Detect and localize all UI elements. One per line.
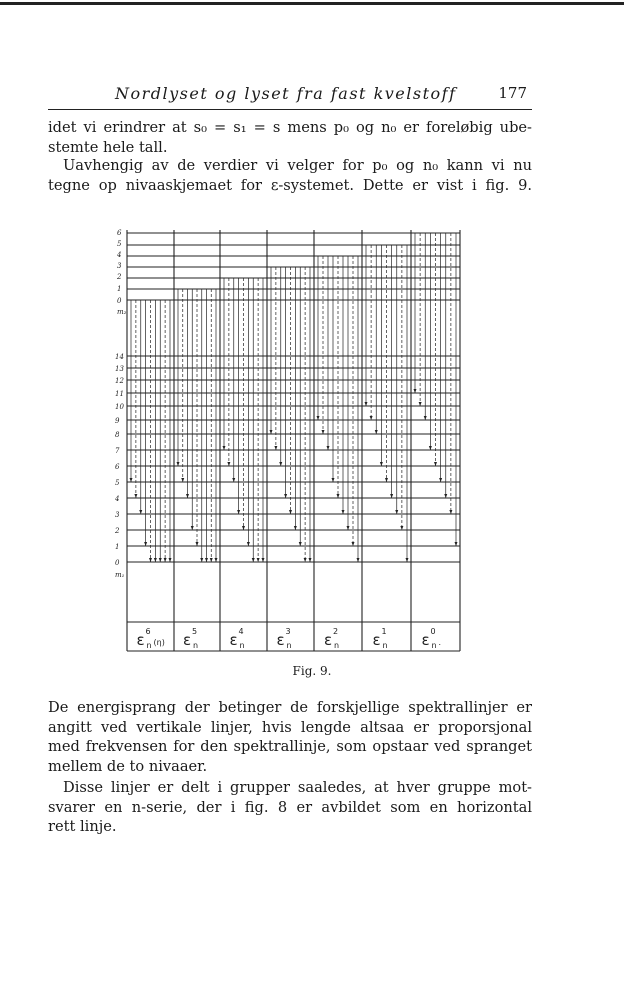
lower-level-label: m₁ [115,571,125,579]
page-number: 177 [498,84,527,102]
group-label: ε [229,631,238,649]
upper-level-label: 3 [117,262,122,270]
lower-level-label: 12 [115,377,124,385]
transition-arrow [227,462,230,466]
transition-arrow [317,416,320,420]
text-line: De energisprang der betinger de forskjellige spektrallinjer er [48,699,532,716]
group-label-sup: 0 [430,627,436,636]
lower-level-label: 14 [115,353,124,361]
transition-arrow [395,510,398,514]
transition-arrow [242,526,245,530]
transition-arrow [270,430,273,434]
group-label-sub: n [146,641,152,650]
transition-arrow [327,446,330,450]
transition-arrow [322,430,325,434]
paragraph-3 [48,698,532,776]
group-label-sub: n [382,641,388,650]
transition-arrow [196,542,199,546]
lower-level-label: 10 [115,403,124,411]
transition-arrow [424,416,427,420]
group-label-sub: n [431,641,437,650]
group-label-sup: 3 [285,627,291,636]
group-label-suffix: (η) [153,638,165,647]
transition-arrow [134,494,137,498]
transition-arrow [342,510,345,514]
transition-arrow [223,446,226,450]
group-label-sub: n [239,641,245,650]
transition-arrow [210,558,213,562]
transition-arrow [414,389,417,393]
transition-arrow [262,558,265,562]
lower-level-label: 5 [115,479,120,487]
group-label-sup: 6 [145,627,151,636]
transition-arrow [284,494,287,498]
transition-arrow [186,494,189,498]
lower-level-label: 1 [115,543,120,551]
transition-arrow [164,558,167,562]
transition-arrow [169,558,172,562]
lower-level-label: 7 [115,447,120,455]
text-line: Uavhengig av de verdier vi velger for p₀ og n₀ kann vi nu [63,157,532,174]
transition-arrow [352,542,355,546]
group-label-sub: n [334,641,340,650]
group-label-sub: n [193,641,199,650]
transition-arrow [309,558,312,562]
lower-level-label: 11 [115,390,124,398]
group-label: ε [421,631,430,649]
text-line: med frekvensen for den spektrallinje, som opstaar ved spranget [48,738,532,755]
header-title: Nordlyset og lyset fra fast kvelstoff [115,84,457,103]
transition-arrow [434,462,437,466]
group-label-suffix: . [438,638,442,647]
transition-arrow [347,526,350,530]
transition-arrow [279,462,282,466]
transition-arrow [237,510,240,514]
transition-arrow [130,478,133,482]
lower-level-label: 9 [115,417,120,425]
text-line: Disse linjer er delt i grupper saaledes, at hver gruppe mot- [63,779,532,796]
group-label: ε [324,631,333,649]
transition-arrow [357,558,360,562]
transition-arrow [274,446,277,450]
transition-arrow [455,542,458,546]
text-line: svarer en n-serie, der i fig. 8 er avbildet som en horizontal [48,798,532,816]
transition-arrow [332,478,335,482]
transition-arrow [375,430,378,434]
text-line: angitt ved vertikale linjer, hvis lengde altsaa er proporsjonal [48,718,532,736]
group-label: ε [276,631,285,649]
transition-arrow [200,558,203,562]
figure-caption: Fig. 9. [292,664,332,678]
transition-arrow [365,402,368,406]
transition-arrow [247,542,250,546]
upper-level-label: 1 [117,285,122,293]
transition-arrow [181,478,184,482]
lower-level-label: 8 [115,431,120,439]
transition-arrow [252,558,255,562]
text-line: idet vi erindrer at s₀ = s₁ = s mens p₀ og n₀ er foreløbig ube- [48,119,532,136]
lower-level-label: 6 [115,463,120,471]
transition-arrow [149,558,152,562]
lower-level-label: 13 [115,365,124,373]
transition-arrow [257,558,260,562]
group-label: ε [183,631,192,649]
transition-arrow [337,494,340,498]
transition-arrow [144,542,147,546]
transition-arrow [439,478,442,482]
transition-arrow [370,416,373,420]
transition-arrow [177,462,180,466]
group-label-sup: 5 [192,627,198,636]
transition-arrow [232,478,235,482]
transition-arrow [419,402,422,406]
transition-arrow [449,510,452,514]
paragraph-4 [48,778,532,837]
transition-arrow [406,558,409,562]
lower-level-label: 3 [115,511,120,519]
group-label: ε [136,631,145,649]
transition-arrow [380,462,383,466]
transition-arrow [444,494,447,498]
text-line: tegne op nivaaskjemaet for ε-systemet. Dette er vist i fig. 9. [48,176,532,194]
transition-arrow [159,558,162,562]
transition-arrow [429,446,432,450]
text-line: stemte hele tall. [48,138,168,156]
upper-level-label: 2 [117,273,122,281]
group-label-sup: 2 [333,627,339,636]
transition-arrow [205,558,208,562]
upper-level-label: 4 [117,251,122,259]
transition-arrow [289,510,292,514]
transition-arrow [191,526,194,530]
text-line: mellem de to nivaaer. [48,757,208,775]
transition-arrow [299,542,302,546]
text-line: rett linje. [48,818,117,835]
figure-lines [127,230,460,651]
upper-level-label: m₂ [117,308,127,316]
transition-arrow [304,558,307,562]
transition-arrow [154,558,157,562]
group-label-sup: 4 [238,627,244,636]
upper-level-label: 0 [117,297,122,305]
group-label-sup: 1 [381,627,387,636]
lower-level-label: 2 [115,527,120,535]
transition-arrow [400,526,403,530]
transition-arrow [294,526,297,530]
figure-labels [114,229,441,650]
upper-level-label: 6 [117,229,122,237]
lower-level-label: 4 [115,495,120,503]
lower-level-label: 0 [115,559,120,567]
upper-level-label: 5 [117,240,122,248]
transition-arrow [385,478,388,482]
group-label-sub: n [286,641,292,650]
transition-arrow [215,558,218,562]
transition-arrow [139,510,142,514]
group-label: ε [372,631,381,649]
transition-arrow [390,494,393,498]
